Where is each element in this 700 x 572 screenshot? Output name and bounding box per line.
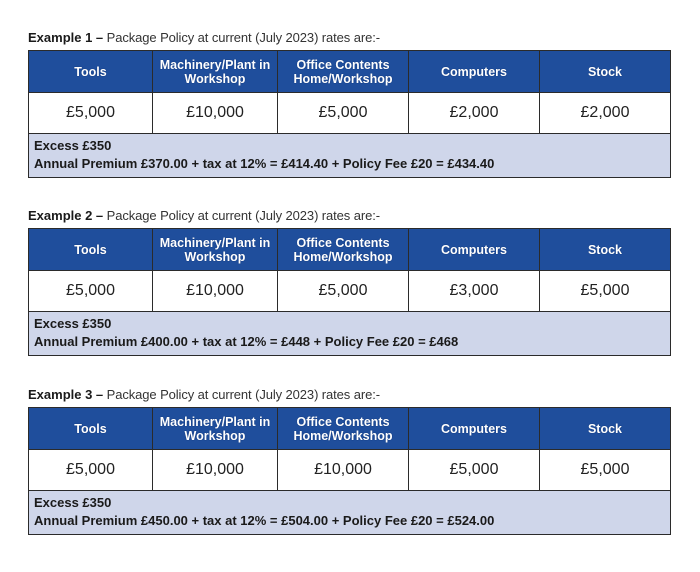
header-office-contents: Office Contents Home/Workshop <box>278 229 409 271</box>
header-stock: Stock <box>540 408 671 450</box>
header-machinery: Machinery/Plant in Workshop <box>153 229 278 271</box>
value-office-contents: £5,000 <box>278 93 409 134</box>
value-row <box>29 93 671 134</box>
premium-text: Annual Premium £400.00 + tax at 12% = £448 + Policy Fee £20 = £468 <box>34 334 459 349</box>
premium-text: Annual Premium £450.00 + tax at 12% = £504.00 + Policy Fee £20 = £524.00 <box>34 513 495 528</box>
summary-cell <box>29 312 671 356</box>
premium-text: Annual Premium £370.00 + tax at 12% = £414.40 + Policy Fee £20 = £434.40 <box>34 156 495 171</box>
example-description: Package Policy at current (July 2023) rates are:- <box>103 387 380 402</box>
example-description: Package Policy at current (July 2023) rates are:- <box>103 208 380 223</box>
value-row <box>29 450 671 491</box>
header-tools: Tools <box>29 408 153 450</box>
policy-table <box>28 50 671 178</box>
example-3 <box>28 385 670 535</box>
value-computers: £5,000 <box>409 450 540 491</box>
value-computers: £3,000 <box>409 271 540 312</box>
example-label: Example 2 – <box>28 208 104 223</box>
example-label: Example 3 – <box>28 387 104 402</box>
value-row <box>29 271 671 312</box>
summary-row <box>29 312 671 356</box>
example-1 <box>28 28 670 178</box>
header-row <box>29 229 671 271</box>
excess-text: Excess £350 <box>34 138 112 153</box>
summary-cell <box>29 134 671 178</box>
summary-row <box>29 491 671 535</box>
excess-text: Excess £350 <box>34 495 112 510</box>
header-row <box>29 408 671 450</box>
header-row <box>29 51 671 93</box>
summary-row <box>29 134 671 178</box>
header-computers: Computers <box>409 51 540 93</box>
header-tools: Tools <box>29 51 153 93</box>
header-machinery: Machinery/Plant in Workshop <box>153 408 278 450</box>
example-description: Package Policy at current (July 2023) rates are:- <box>103 30 380 45</box>
excess-text: Excess £350 <box>34 316 112 331</box>
value-office-contents: £10,000 <box>278 450 409 491</box>
value-machinery: £10,000 <box>153 450 278 491</box>
header-office-contents: Office Contents Home/Workshop <box>278 51 409 93</box>
header-stock: Stock <box>540 229 671 271</box>
summary-cell <box>29 491 671 535</box>
example-2 <box>28 206 670 356</box>
value-machinery: £10,000 <box>153 93 278 134</box>
header-stock: Stock <box>540 51 671 93</box>
value-tools: £5,000 <box>29 93 153 134</box>
example-label: Example 1 – <box>28 30 104 45</box>
header-computers: Computers <box>409 408 540 450</box>
header-machinery: Machinery/Plant in Workshop <box>153 51 278 93</box>
header-tools: Tools <box>29 229 153 271</box>
value-machinery: £10,000 <box>153 271 278 312</box>
value-stock: £2,000 <box>540 93 671 134</box>
value-tools: £5,000 <box>29 450 153 491</box>
example-heading <box>28 385 670 405</box>
example-heading <box>28 28 670 48</box>
header-office-contents: Office Contents Home/Workshop <box>278 408 409 450</box>
value-tools: £5,000 <box>29 271 153 312</box>
policy-table <box>28 228 671 356</box>
value-office-contents: £5,000 <box>278 271 409 312</box>
policy-table <box>28 407 671 535</box>
value-stock: £5,000 <box>540 450 671 491</box>
example-heading <box>28 206 670 226</box>
value-stock: £5,000 <box>540 271 671 312</box>
header-computers: Computers <box>409 229 540 271</box>
value-computers: £2,000 <box>409 93 540 134</box>
